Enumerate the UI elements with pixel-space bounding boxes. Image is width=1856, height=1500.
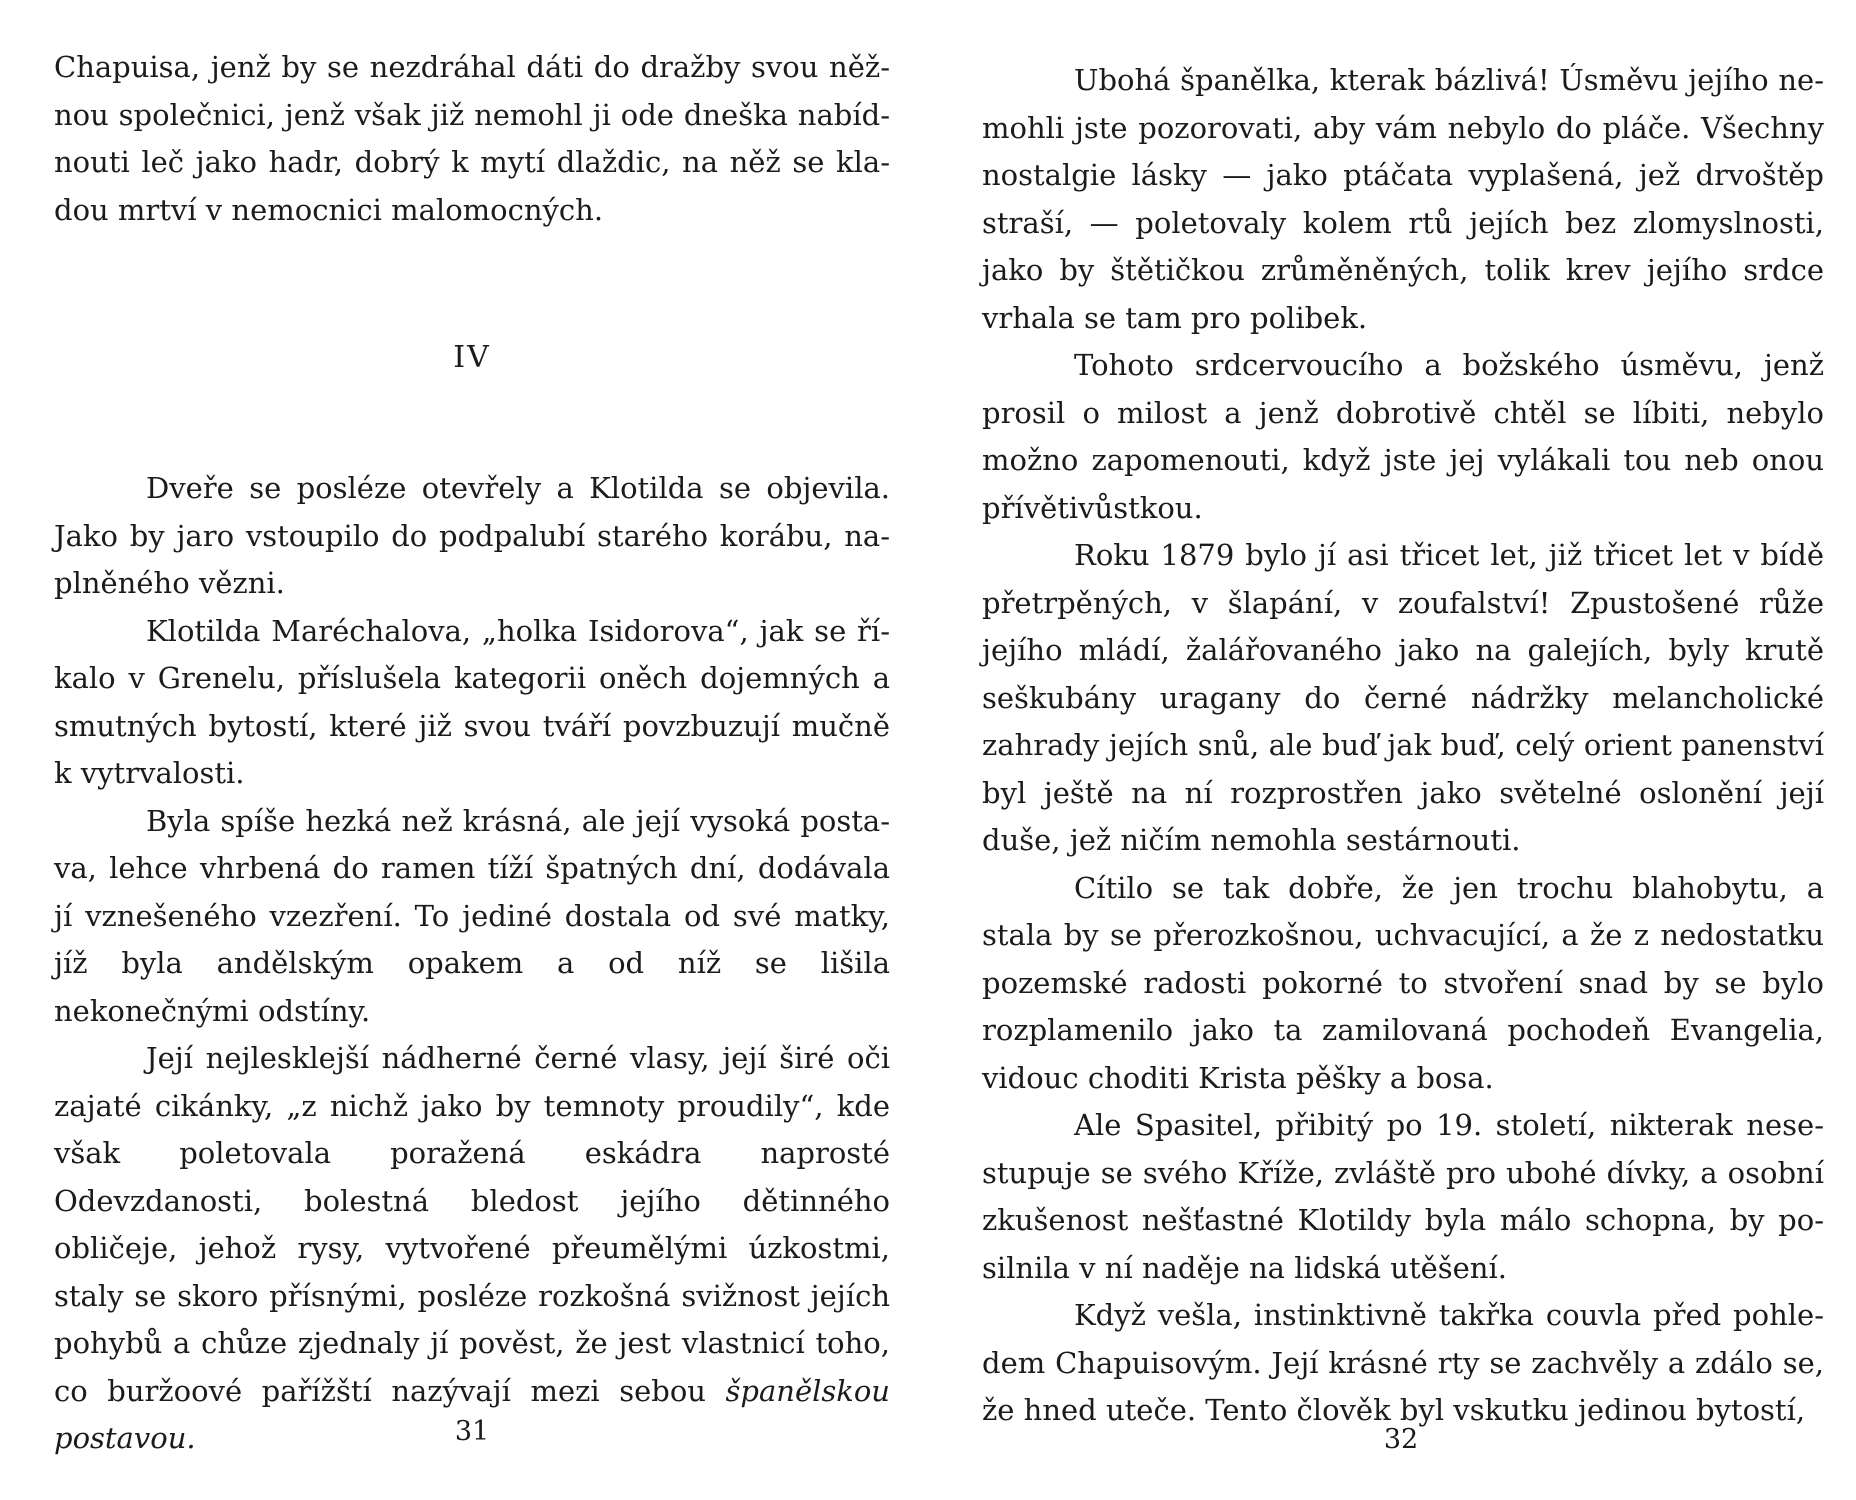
- left-page: [54, 0, 890, 1500]
- left-continuation-text: [54, 44, 890, 234]
- left-main-text: [54, 465, 890, 1463]
- paragraph: Tohoto srdcervoucího a božského úsměvu, jenž prosil o milost a jenž dobrotivě chtěl se líbiti, nebylo možno zapomenouti, když jste jej vylákali tou neb onou přívětivůstkou.: [982, 348, 1824, 525]
- paragraph: Ale Spasitel, přibitý po 19. století, nikterak nesestupuje se svého Kříže, zvláště pro ubohé dívky, a osobní zkušenost nešťastné Klotildy byla málo schopna, by posilnila v ní naděje na lidská utěšení.: [982, 1108, 1824, 1285]
- paragraph: Dveře se posléze otevřely a Klotilda se objevila. Jako by jaro vstoupilo do podpalubí starého korábu, naplněného vězni.: [54, 471, 890, 600]
- paragraph: Ubohá španělka, kterak bázlivá! Úsměvu jejího nemohli jste pozorovati, aby vám nebylo do pláče. Všechny nostalgie lásky — jako ptáčata vyplašená, jež drvoštěp straší, — poletovaly kolem rtů jejích bez zlomyslnosti, jako by štětičkou zrůměněných, tolik krev jejího srdce vrhala se tam pro polibek.: [982, 63, 1824, 335]
- italic-phrase: španělskou postavou.: [54, 1373, 890, 1455]
- right-main-text: [982, 57, 1824, 1435]
- page-number: 31: [454, 1416, 490, 1447]
- paragraph: [54, 1035, 890, 1463]
- right-page: [982, 0, 1824, 1500]
- paragraph: Klotilda Maréchalova, „holka Isidorova“, jak se říkalo v Grenelu, příslušela kategorii oněch dojemných a smutných bytostí, které již svou tváří povzbuzují mučně k vytrvalosti.: [54, 613, 890, 790]
- chapter-heading: IV: [453, 340, 491, 375]
- paragraph: Byla spíše hezká než krásná, ale její vysoká postava, lehce vhrbená do ramen tíží špatných dní, dodávala jí vznešeného vzezření. To jediné dostala od své matky, jíž byla andělským opakem a od níž se lišila nekonečnými odstíny.: [54, 803, 890, 1028]
- paragraph: Když vešla, instinktivně takřka couvla před pohledem Chapuisovým. Její krásné rty se zachvěly a zdálo se, že hned uteče. Tento člověk byl vskutku jedinou bytostí,: [982, 1298, 1824, 1427]
- paragraph: Chapuisa, jenž by se nezdráhal dáti do dražby svou něžnou společnici, jenž však již nemohl ji ode dneška nabídnouti leč jako hadr, dobrý k mytí dlaždic, na něž se kladou mrtví v nemocnici malomocných.: [54, 50, 890, 227]
- paragraph-text: Její nejlesklejší nádherné černé vlasy, její širé oči zajaté cikánky, „z nichž jako by temnoty proudily“, kde však poletovala poražená eskádra naprosté Odevzdanosti, bolestná bledost jejího dětinného obličeje, jehož rysy, vytvořené přeumělými úzkostmi, staly se skoro přísnými, posléze rozkošná svižnost jejích pohybů a chůze zjednaly jí pověst, že jest vlastnicí toho, co buržoové pařížští nazývají mezi sebou: [54, 1041, 890, 1408]
- paragraph: Cítilo se tak dobře, že jen trochu blahobytu, a stala by se přerozkošnou, uchvacující, a že z nedostatku pozemské radosti pokorné to stvoření snad by se bylo rozplamenilo jako ta zamilovaná pochodeň Evangelia, vidouc choditi Krista pěšky a bosa.: [982, 870, 1824, 1095]
- paragraph: Roku 1879 bylo jí asi třicet let, již třicet let v bídě přetrpěných, v šlapání, v zoufalství! Zpustošené růže jejího mládí, žalářovaného jako na galejích, byly krutě seškubány uragany do černé nádržky melancholické zahrady jejích snů, ale buď jak buď, celý orient panenství byl ještě na ní rozprostřen jako světelné oslonění její duše, jež ničím nemohla sestárnouti.: [982, 538, 1824, 857]
- page-number: 32: [1383, 1424, 1419, 1455]
